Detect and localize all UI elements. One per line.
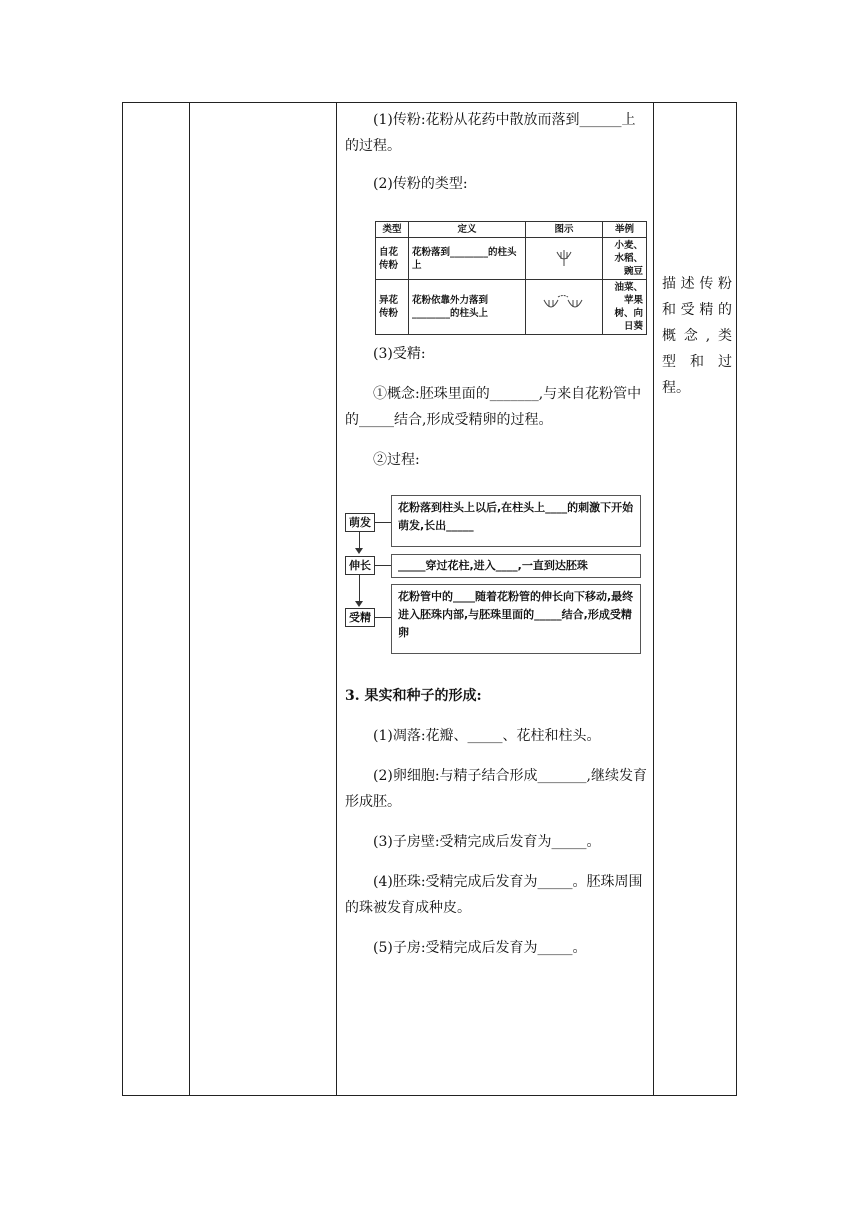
self-pollination-diagram <box>526 238 603 280</box>
learning-goal <box>662 271 732 401</box>
fertilization-flowchart <box>345 495 645 655</box>
flow-label-elongation: 伸长 <box>345 556 375 575</box>
fertilization-process-heading: ②过程: <box>373 452 420 468</box>
flow-box-elongation: _____穿过花柱,进入____,一直到达胚珠 <box>391 554 641 578</box>
list-item: (4)胚珠:受精完成后发育为_____。胚珠周围的珠被发育成种皮。 <box>345 874 643 916</box>
flowers-icon <box>542 294 586 316</box>
table-cell: 异花传粉 <box>376 280 409 335</box>
connector <box>359 575 360 603</box>
table-cell: 自花传粉 <box>376 238 409 280</box>
list-item: (5)子房:受精完成后发育为_____。 <box>373 940 587 956</box>
pollination-types-table <box>375 221 647 335</box>
connector <box>375 565 391 566</box>
flow-label-germination: 萌发 <box>345 513 375 532</box>
list-item: (3)子房壁:受精完成后发育为_____。 <box>373 834 601 850</box>
flow-box-germination: 花粉落到柱头上以后,在柱头上____的刺激下开始萌发,长出_____ <box>391 495 641 547</box>
table-header: 举例 <box>603 222 647 238</box>
section-heading: 3. 果实和种子的形成: <box>345 688 482 704</box>
flow-box-fertilization: 花粉管中的____随着花粉管的伸长向下移动,最终进入胚珠内部,与胚珠里面的_____结合,形成受精卵 <box>391 584 641 654</box>
goal-line: 和受精的 <box>662 302 732 318</box>
goal-column <box>654 103 738 1095</box>
column-divider <box>189 103 190 1095</box>
pollination-definition: (1)传粉:花粉从花药中散放而落到______上的过程。 <box>345 112 636 154</box>
cross-pollination-diagram <box>526 280 603 335</box>
goal-line: 描述传粉 <box>662 276 732 292</box>
down-arrow-icon <box>355 601 363 607</box>
goal-line: 概念,类 <box>662 328 732 344</box>
down-arrow-icon <box>355 548 363 554</box>
fertilization-concept: ①概念:胚珠里面的_______,与来自花粉管中的_____结合,形成受精卵的过程。 <box>345 386 642 428</box>
table-header: 定义 <box>409 222 526 238</box>
connector <box>375 617 391 618</box>
table-cell: 小麦、水稻、豌豆 <box>603 238 647 280</box>
table-header: 类型 <box>376 222 409 238</box>
flow-label-fertilization: 受精 <box>345 608 375 627</box>
table-cell: 油菜、苹果树、向日葵 <box>603 280 647 335</box>
fertilization-heading: (3)受精: <box>373 346 426 362</box>
table-header: 图示 <box>526 222 603 238</box>
content-column <box>337 103 653 1095</box>
list-item: (1)凋落:花瓣、_____、花柱和柱头。 <box>373 728 601 744</box>
table-cell: 花粉依靠外力落到________的柱头上 <box>409 280 526 335</box>
connector <box>375 522 391 523</box>
table-cell: 花粉落到________的柱头上 <box>409 238 526 280</box>
pollination-types-heading: (2)传粉的类型: <box>373 176 468 192</box>
lesson-table <box>122 102 737 1096</box>
list-item: (2)卵细胞:与精子结合形成_______,继续发育形成胚。 <box>345 768 647 810</box>
goal-line: 型 和 过 <box>662 354 732 370</box>
flower-icon <box>552 246 576 268</box>
goal-line: 程。 <box>662 380 690 396</box>
